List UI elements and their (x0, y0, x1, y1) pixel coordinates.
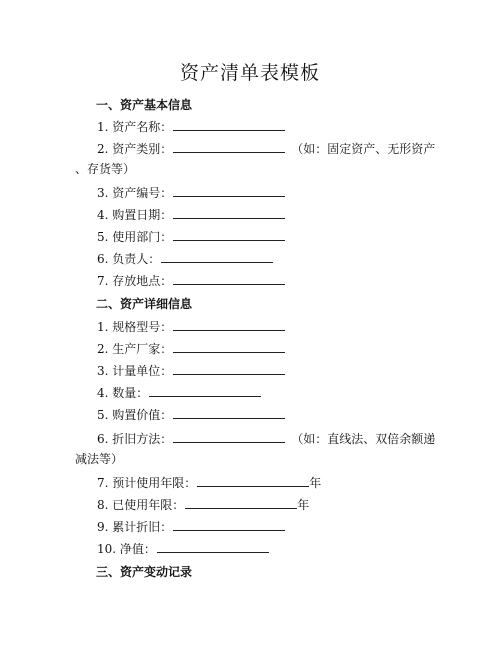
field-number: 4. (97, 208, 109, 222)
field-label: 负责人： (112, 252, 161, 266)
fill-blank[interactable] (173, 118, 285, 131)
field-number: 6. (97, 432, 109, 446)
field-note-continuation: 减法等） (75, 452, 124, 466)
fill-blank[interactable] (173, 340, 285, 353)
field-number: 7. (97, 274, 109, 288)
field-number: 2. (97, 142, 109, 156)
fill-blank[interactable] (173, 518, 285, 531)
fill-blank[interactable] (173, 184, 285, 197)
fill-blank[interactable] (173, 318, 285, 331)
field-asset-number (97, 184, 285, 200)
fill-blank[interactable] (173, 228, 285, 241)
field-number: 8. (97, 498, 109, 512)
field-number: 3. (97, 186, 109, 200)
field-used-years (97, 496, 309, 512)
field-label: 资产名称： (112, 120, 173, 134)
section-heading-basic-info: 一、资产基本信息 (96, 98, 193, 112)
field-number: 3. (97, 364, 109, 378)
field-purchase-value (97, 406, 285, 422)
field-label: 累计折旧： (112, 520, 173, 534)
fill-blank[interactable] (173, 206, 285, 219)
fill-blank[interactable] (197, 474, 309, 487)
field-quantity (97, 384, 261, 400)
field-label: 生产厂家： (112, 342, 173, 356)
field-purchase-date (97, 206, 285, 222)
field-label: 购置价值： (112, 408, 173, 422)
field-accumulated-depreciation (97, 518, 285, 534)
fill-blank[interactable] (185, 496, 297, 509)
section-heading-detail-info: 二、资产详细信息 (96, 297, 193, 311)
field-label: 净值： (119, 542, 156, 556)
unit-suffix: 年 (309, 476, 322, 490)
field-number: 1. (97, 320, 109, 334)
field-model-spec (97, 318, 285, 334)
fill-blank[interactable] (173, 430, 285, 443)
field-label: 已使用年限： (112, 498, 185, 512)
field-storage-location (97, 272, 285, 288)
field-manufacturer (97, 340, 285, 356)
field-number: 4. (97, 386, 109, 400)
field-number: 10. (97, 542, 117, 556)
field-label: 规格型号： (112, 320, 173, 334)
fill-blank[interactable] (161, 250, 273, 263)
field-responsible-person (97, 250, 273, 266)
field-label: 购置日期： (112, 208, 173, 222)
field-net-value (97, 540, 269, 556)
field-number: 1. (97, 120, 109, 134)
field-label: 预计使用年限： (112, 476, 197, 490)
field-label: 存放地点： (112, 274, 173, 288)
fill-blank[interactable] (173, 362, 285, 375)
unit-suffix: 年 (297, 498, 310, 512)
field-label: 资产类别： (112, 142, 173, 156)
field-label: 折旧方法： (112, 432, 173, 446)
field-label: 数量： (112, 386, 149, 400)
field-label: 使用部门： (112, 230, 173, 244)
field-label: 计量单位： (112, 364, 173, 378)
field-number: 6. (97, 252, 109, 266)
field-note: （如：固定资产、无形资产 (291, 142, 436, 156)
field-note: （如：直线法、双倍余额递 (291, 432, 436, 446)
fill-blank[interactable] (173, 140, 285, 153)
field-unit (97, 362, 285, 378)
field-number: 9. (97, 520, 109, 534)
section-heading-change-records: 三、资产变动记录 (96, 565, 193, 579)
field-number: 7. (97, 476, 109, 490)
document-title: 资产清单表模板 (179, 62, 320, 84)
field-label: 资产编号： (112, 186, 173, 200)
field-number: 2. (97, 342, 109, 356)
field-department (97, 228, 285, 244)
field-note-continuation: 、存货等） (75, 162, 136, 176)
field-expected-life (97, 474, 321, 490)
field-number: 5. (97, 408, 109, 422)
fill-blank[interactable] (173, 406, 285, 419)
fill-blank[interactable] (173, 272, 285, 285)
field-number: 5. (97, 230, 109, 244)
field-asset-category (97, 140, 435, 156)
fill-blank[interactable] (157, 540, 269, 553)
fill-blank[interactable] (149, 384, 261, 397)
field-asset-name (97, 118, 285, 134)
field-depreciation-method (97, 430, 435, 446)
